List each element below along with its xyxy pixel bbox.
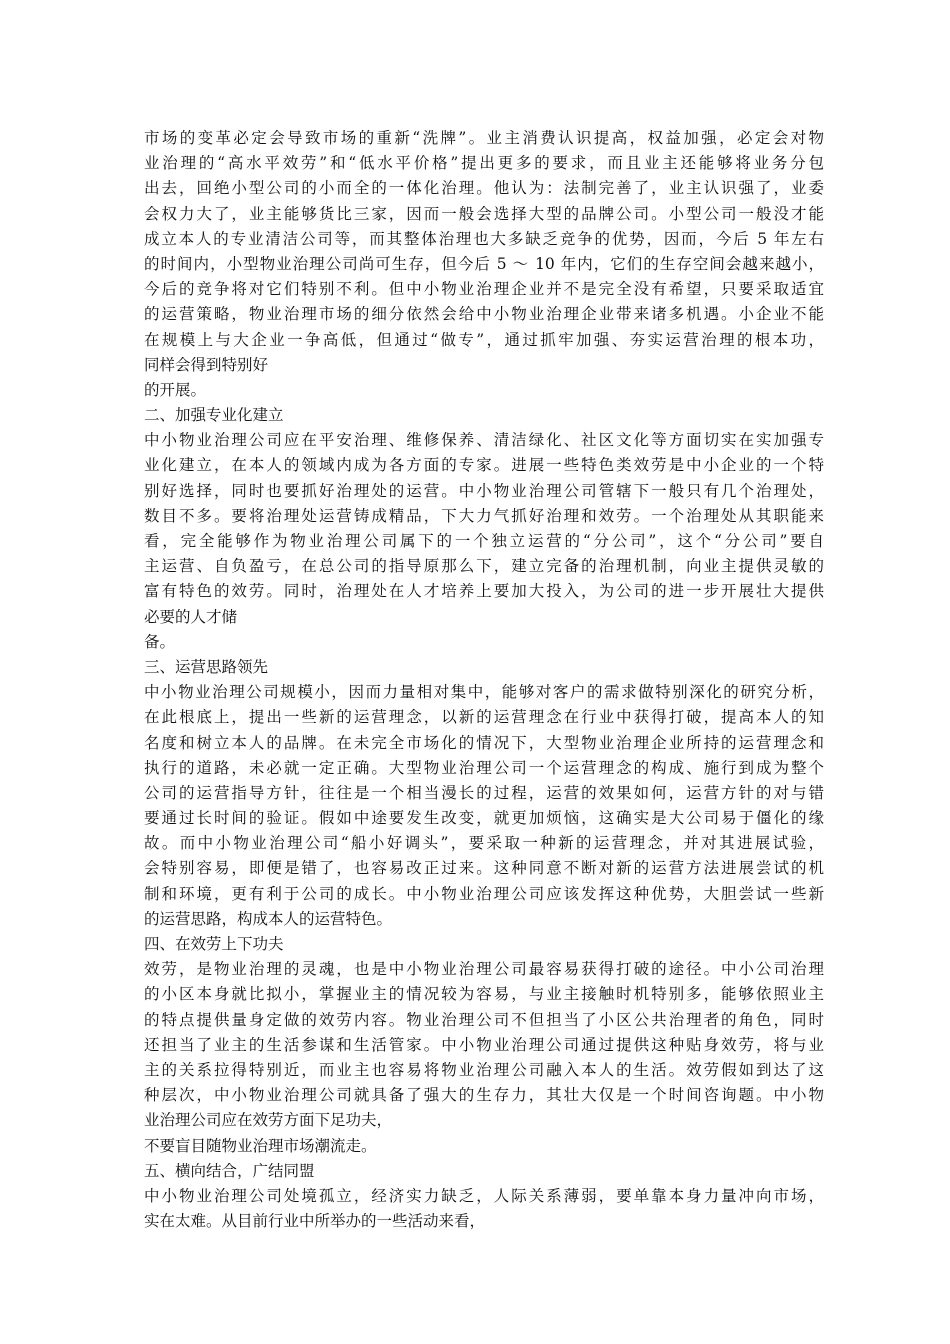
section-heading: 三、运营思路领先: [144, 657, 269, 676]
paragraph-line: 故。而中小物业治理公司“船小好调头”，要采取一种新的运营理念，并对其进展试验，: [144, 834, 824, 853]
paragraph-line: 种层次，中小物业治理公司就具备了强大的生存力，其壮大仅是一个时间咨询题。中小物: [144, 1086, 824, 1105]
paragraph-line: 制和环境，更有利于公司的成长。中小物业治理公司应该发挥这种优势，大胆尝试一些新: [144, 884, 824, 903]
paragraph-continuation-line: 的开展。: [144, 380, 207, 399]
paragraph-continuation-line: 备。: [144, 632, 176, 651]
paragraph-line: 业化建立，在本人的领域内成为各方面的专家。进展一些特色类效劳是中小企业的一个特: [144, 456, 824, 475]
section-heading: 二、加强专业化建立: [144, 406, 284, 425]
paragraph-line: 富有特色的效劳。同时，治理处在人才培养上要加大投入，为公司的进一步开展壮大提供: [144, 582, 824, 601]
paragraph-line: 公司的运营指导方针，往往是一个相当漫长的过程，运营的效果如何，运营方针的对与错: [144, 783, 824, 802]
paragraph-line: 今后的竞争将对它们特别不利。但中小物业治理企业并不是完全没有希望，只要采取适宜: [144, 280, 824, 299]
paragraph-line: 中小物业治理公司处境孤立，经济实力缺乏，人际关系薄弱，要单靠本身力量冲向市场，: [144, 1186, 824, 1205]
paragraph-line: 业治理公司应在效劳方面下足功夫，: [144, 1111, 393, 1130]
section-heading: 五、横向结合，广结同盟: [144, 1161, 315, 1180]
paragraph-line: 效劳，是物业治理的灵魂，也是中小物业治理公司最容易获得打破的途径。中小公司治理: [144, 960, 824, 979]
paragraph-line: 的运营策略，物业治理市场的细分依然会给中小物业治理企业带来诸多机遇。小企业不能: [144, 305, 824, 324]
paragraph-line: 在此根底上，提出一些新的运营理念，以新的运营理念在行业中获得打破，提高本人的知: [144, 708, 824, 727]
paragraph-line: 执行的道路，未必就一定正确。大型物业治理公司一个运营理念的构成、施行到成为整个: [144, 758, 824, 777]
paragraph-line: 中小物业治理公司应在平安治理、维修保养、清洁绿化、社区文化等方面切实在实加强专: [144, 431, 824, 450]
paragraph-line: 主运营、自负盈亏，在总公司的指导原那么下，建立完备的治理机制，向业主提供灵敏的: [144, 557, 824, 576]
paragraph-line: 在规模上与大企业一争高低，但通过“做专”，通过抓牢加强、夯实运营治理的根本功，: [144, 330, 824, 349]
paragraph-line: 同样会得到特别好: [144, 355, 269, 374]
document-body: [144, 126, 824, 1234]
paragraph-line: 的时间内，小型物业治理公司尚可生存，但今后 5 ～ 10 年内，它们的生存空间会越来越小，: [144, 254, 824, 273]
section-heading: 四、在效劳上下功夫: [144, 935, 284, 953]
paragraph-line: 市场的变革必定会导致市场的重新“洗牌”。业主消费认识提高，权益加强，必定会对物: [144, 129, 824, 147]
paragraph-line: 要通过长时间的验证。假如中途要发生改变，就更加烦恼，这确实是大公司易于僵化的缘: [144, 809, 824, 828]
paragraph-line: 的特点提供量身定做的效劳内容。物业治理公司不但担当了小区公共治理者的角色，同时: [144, 1010, 824, 1029]
paragraph-line: 别好选择，同时也要抓好治理处的运营。中小物业治理公司管辖下一般只有几个治理处，: [144, 481, 824, 500]
paragraph-line: 实在太难。从目前行业中所举办的一些活动来看，: [144, 1212, 486, 1231]
paragraph-line: 主的关系拉得特别近，而业主也容易将物业治理公司融入本人的生活。效劳假如到达了这: [144, 1060, 824, 1079]
paragraph-line: 出去，回绝小型公司的小而全的一体化治理。他认为：法制完善了，业主认识强了，业委: [144, 179, 824, 198]
paragraph-line: 中小物业治理公司规模小，因而力量相对集中，能够对客户的需求做特别深化的研究分析，: [144, 683, 824, 702]
paragraph-line: 数目不多。要将治理处运营铸成精品，下大力气抓好治理和效劳。一个治理处从其职能来: [144, 506, 824, 525]
paragraph-line: 还担当了业主的生活参谋和生活管家。中小物业治理公司通过提供这种贴身效劳，将与业: [144, 1035, 824, 1054]
paragraph-line: 看，完全能够作为物业治理公司属下的一个独立运营的“分公司”，这个“分公司”要自: [144, 532, 824, 550]
paragraph-line: 的小区本身就比拟小，掌握业主的情况较为容易，与业主接触时机特别多，能够依照业主: [144, 985, 824, 1004]
paragraph-line: 名度和树立本人的品牌。在未完全市场化的情况下，大型物业治理企业所持的运营理念和: [144, 733, 824, 752]
paragraph-line: 会权力大了，业主能够货比三家，因而一般会选择大型的品牌公司。小型公司一般没才能: [144, 204, 824, 223]
paragraph-line: 成立本人的专业清洁公司等，而其整体治理也大多缺乏竞争的优势，因而，今后 5 年左右: [144, 229, 824, 248]
paragraph-line: 必要的人才储: [144, 607, 238, 626]
paragraph-line: 业治理的“高水平效劳”和“低水平价格”提出更多的要求，而且业主还能够将业务分包: [144, 154, 824, 173]
paragraph-continuation-line: 不要盲目随物业治理市场潮流走。: [144, 1136, 377, 1155]
paragraph-line: 会特别容易，即便是错了，也容易改正过来。这种同意不断对新的运营方法进展尝试的机: [144, 859, 824, 878]
paragraph-line: 的运营思路，构成本人的运营特色。: [144, 909, 393, 928]
